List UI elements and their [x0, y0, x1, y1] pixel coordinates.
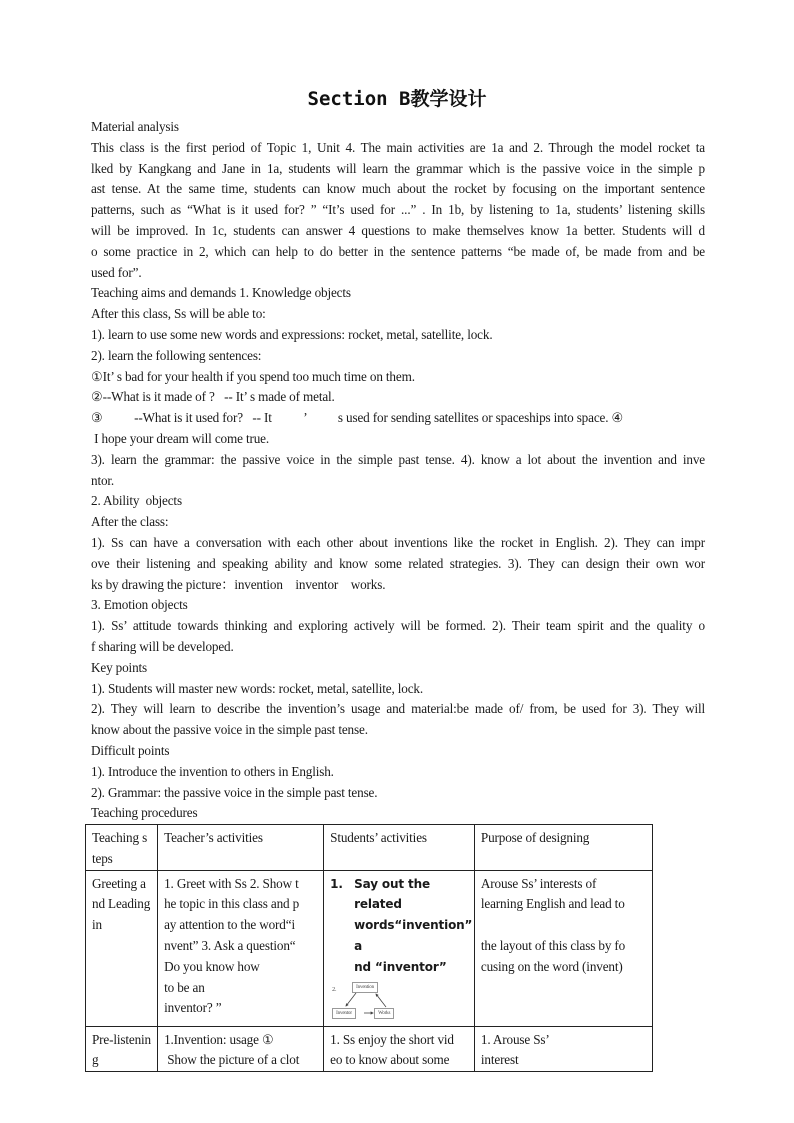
list-item: 1). Students will master new words: rocket, metal, satellite, lock.: [91, 680, 424, 696]
header-teaching-steps: Teaching s teps: [86, 825, 158, 871]
heading-teaching-procedures: Teaching procedures: [91, 805, 198, 821]
teaching-procedures-table: [85, 824, 653, 1072]
cell-student: [324, 1026, 475, 1072]
document-body: [91, 117, 705, 824]
list-item: ①It’ s bad for your health if you spend too much time on them.: [91, 368, 415, 384]
header-purpose: Purpose of designing: [474, 825, 652, 871]
diagram-number: 2.: [332, 986, 337, 993]
list-item: 2). Grammar: the passive voice in the simple past tense.: [91, 784, 378, 800]
list-item: know about the passive voice in the simple past tense.: [91, 722, 368, 738]
cell-line: the layout of this class by fo: [480, 937, 626, 953]
paragraph-line: This class is the first period of Topic 1, Unit 4. The main activities are 1a and 2. Through the model rocket ta: [91, 139, 705, 155]
cell-line: Show the picture of a clot: [164, 1052, 300, 1068]
header-teacher-activities: Teacher’s activities: [158, 825, 324, 871]
cell-teacher: [158, 870, 324, 1026]
list-item: ove their listening and speaking ability and know some related strategies. 3). They can design their own wor: [91, 555, 705, 571]
cell-line: words“invention” a: [354, 918, 473, 953]
cell-line: 1. Ss enjoy the short vid: [330, 1031, 454, 1047]
list-item: 1). Introduce the invention to others in English.: [91, 763, 334, 779]
paragraph-line: After the class:: [91, 514, 169, 530]
list-item: ③ --What is it used for? -- It ’ s used for sending satellites or spaceships into space. ④: [91, 410, 624, 426]
student-activity-item: [330, 874, 473, 978]
cell-line: learning English and lead to: [480, 896, 625, 912]
cell-line: he topic in this class and p: [164, 896, 300, 912]
list-item: 2). They will learn to describe the invention’s usage and material:be made of/ from, be used for 3). They will: [91, 701, 705, 717]
list-item: ②--What is it made of ? -- It’ s made of metal.: [91, 389, 335, 405]
cell-line: ay attention to the word“i: [164, 917, 295, 933]
diagram-box-invention: Invention: [352, 982, 378, 993]
cell-line: interest: [480, 1052, 519, 1068]
paragraph-line: lked by Kangkang and Jane in 1a, students will learn the grammar which is the passive voice in the simple p: [91, 160, 705, 176]
heading-teaching-aims: Teaching aims and demands 1. Knowledge objects: [91, 285, 351, 301]
paragraph-line: patterns, such as “What is it used for? ” “It’s used for ...” . In 1b, by listening to 1a, students’ listening skills: [91, 202, 705, 218]
heading-emotion-objects: 3. Emotion objects: [91, 597, 188, 613]
diagram-box-inventor: Inventor: [332, 1008, 356, 1019]
paragraph-line: o some practice in 2, which can help to do better in the sentence patterns “be made of, be made from and be: [91, 243, 705, 259]
cell-line: [481, 915, 648, 936]
cell-line: 1.Invention: usage ①: [164, 1031, 274, 1047]
table-header-row: [86, 825, 653, 871]
diagram-arrows-icon: [330, 980, 440, 1026]
cell-line: g: [92, 1052, 99, 1068]
cell-line: nvent” 3. Ask a question“: [164, 937, 296, 953]
list-item: 1). Ss can have a conversation with each other about inventions like the rocket in English. 2). They can impr: [91, 534, 705, 550]
heading-difficult-points: Difficult points: [91, 742, 170, 758]
cell-line: cusing on the word (invent): [480, 958, 623, 974]
diagram-box-works: Works: [374, 1008, 394, 1019]
cell-line: to be an: [164, 979, 205, 995]
page-title: Section B教学设计: [307, 88, 487, 110]
list-item: f sharing will be developed.: [91, 638, 234, 654]
item-number: 1.: [330, 876, 343, 891]
cell-student: [324, 870, 475, 1026]
list-item: ntor.: [91, 472, 115, 488]
cell-teacher: [158, 1026, 324, 1072]
cell-step: [86, 1026, 158, 1072]
heading-material-analysis: Material analysis: [91, 119, 179, 134]
list-item: 3). learn the grammar: the passive voice in the simple past tense. 4). know a lot about the invention and inve: [91, 451, 705, 467]
list-item: 1). Ss’ attitude towards thinking and exploring actively will be formed. 2). Their team spirit and the quality o: [91, 618, 705, 634]
paragraph-line: ast tense. At the same time, students can know much about the rocket by focusing on the important sentence: [91, 181, 705, 197]
list-item: ks by drawing the picture：invention inventor works.: [91, 576, 386, 592]
item-text: [354, 874, 472, 978]
cell-line: eo to know about some: [330, 1052, 450, 1068]
heading-ability-objects: 2. Ability objects: [91, 493, 182, 509]
list-item: I hope your dream will come true.: [91, 430, 269, 446]
cell-line: Pre-listenin: [92, 1031, 151, 1047]
list-item: 2). learn the following sentences:: [91, 347, 262, 363]
header-student-activities: Students’ activities: [324, 825, 475, 871]
cell-line: 1. Arouse Ss’: [480, 1031, 550, 1047]
paragraph-line: used for”.: [91, 264, 142, 280]
paragraph-line: After this class, Ss will be able to:: [91, 306, 266, 322]
cell-purpose: [474, 870, 652, 1026]
table-row: [86, 870, 653, 1026]
cell-line: 1. Greet with Ss 2. Show t: [164, 875, 299, 891]
cell-purpose: [474, 1026, 652, 1072]
invention-diagram: [330, 980, 440, 1026]
heading-key-points: Key points: [91, 659, 148, 675]
cell-line: nd “inventor”: [354, 959, 447, 974]
cell-line: Arouse Ss’ interests of: [480, 875, 597, 891]
table-row: [86, 1026, 653, 1072]
cell-line: inventor? ”: [164, 1000, 222, 1016]
cell-line: Say out the related: [354, 876, 430, 912]
list-item: 1). learn to use some new words and expressions: rocket, metal, satellite, lock.: [91, 326, 493, 342]
cell-line: Do you know how: [164, 958, 260, 974]
paragraph-line: will be improved. In 1c, students can answer 4 questions to make themselves know 1a better. Students will d: [91, 222, 705, 238]
cell-step: Greeting a nd Leading in: [86, 870, 158, 1026]
